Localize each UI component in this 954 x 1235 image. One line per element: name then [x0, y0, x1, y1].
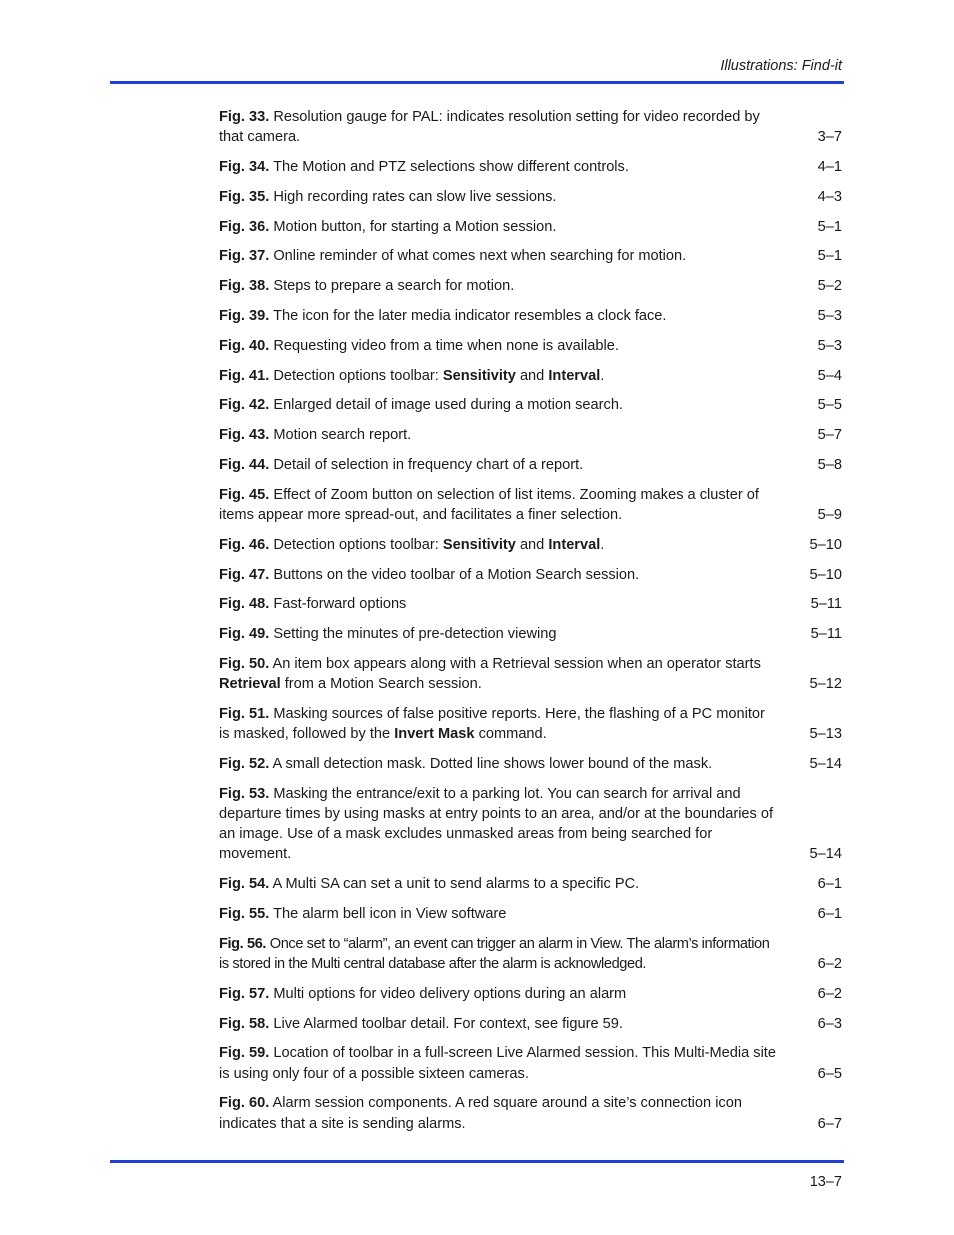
- caption-text: .: [600, 536, 605, 553]
- list-item: [219, 306, 842, 326]
- caption-text: Alarm session components. A red square around a site’s connection icon indicates that a site is sending alarms.: [219, 1095, 742, 1132]
- caption-text: Fast-forward options: [269, 596, 407, 613]
- figure-caption: [219, 187, 779, 207]
- list-item: [219, 1014, 842, 1034]
- caption-term: Interval: [548, 536, 601, 553]
- figure-page-ref: 6–7: [817, 1115, 842, 1132]
- figure-caption: [219, 934, 779, 974]
- figure-caption: [219, 366, 779, 386]
- figure-caption: [219, 157, 779, 177]
- figure-label: Fig. 51.: [219, 705, 270, 722]
- caption-text: from a Motion Search session.: [280, 676, 482, 693]
- caption-text: Setting the minutes of pre-detection viewing: [269, 626, 557, 643]
- caption-text: Buttons on the video toolbar of a Motion Search session.: [269, 566, 640, 583]
- figure-caption: [219, 107, 779, 147]
- caption-text: Steps to prepare a search for motion.: [269, 278, 515, 295]
- figure-caption: [219, 984, 779, 1004]
- figure-caption: [219, 306, 779, 326]
- caption-text: command.: [474, 726, 547, 743]
- figure-label: Fig. 39.: [219, 307, 270, 324]
- figure-page-ref: 5–8: [817, 456, 842, 473]
- figure-label: Fig. 33.: [219, 109, 270, 125]
- caption-text: Masking the entrance/exit to a parking lot. You can search for arrival and departure times by using masks at entry points to an area, and/or at the boundaries of an image. Use of a mask excludes unmasked areas from being searched for movement.: [219, 785, 774, 863]
- list-item: [219, 485, 842, 525]
- list-item: [219, 107, 842, 147]
- figure-caption: [219, 1014, 779, 1034]
- figure-caption: [219, 455, 779, 475]
- figure-caption: [219, 217, 779, 237]
- figure-label: Fig. 49.: [219, 626, 270, 643]
- figure-page-ref: 5–3: [817, 307, 842, 324]
- figure-page-ref: 5–13: [809, 726, 842, 743]
- caption-text: Effect of Zoom button on selection of list items. Zooming makes a cluster of items appear more spread-out, and facilitates a finer selection.: [219, 486, 759, 523]
- figure-caption: [219, 336, 779, 356]
- figure-label: Fig. 52.: [219, 755, 270, 772]
- list-item: [219, 246, 842, 266]
- figure-label: Fig. 56.: [219, 935, 267, 952]
- figure-label: Fig. 41.: [219, 367, 270, 384]
- figure-page-ref: 5–9: [817, 506, 842, 523]
- page-number: 13–7: [809, 1174, 842, 1190]
- figure-page-ref: 5–4: [817, 367, 842, 384]
- footer-rule: [110, 1160, 844, 1163]
- figure-caption: [219, 565, 779, 585]
- caption-text: Motion search report.: [269, 427, 412, 444]
- figure-page-ref: 6–2: [817, 955, 842, 972]
- figure-label: Fig. 55.: [219, 905, 270, 922]
- caption-text: Resolution gauge for PAL: indicates resolution setting for video recorded by that camera.: [219, 109, 760, 146]
- list-item: [219, 336, 842, 356]
- figure-label: Fig. 59.: [219, 1045, 270, 1062]
- figure-caption: [219, 784, 779, 865]
- list-item: [219, 565, 842, 585]
- caption-term: Invert Mask: [394, 726, 475, 743]
- figure-label: Fig. 36.: [219, 218, 270, 235]
- list-item: [219, 1093, 842, 1133]
- figure-label: Fig. 44.: [219, 456, 270, 473]
- caption-text: and: [515, 367, 549, 384]
- caption-text: .: [600, 367, 605, 384]
- caption-text: Location of toolbar in a full-screen Live Alarmed session. This Multi-Media site is using only four of a possible sixteen cameras.: [219, 1045, 776, 1082]
- figure-page-ref: 5–11: [810, 596, 842, 613]
- caption-term: Sensitivity: [442, 536, 516, 553]
- figure-caption: [219, 594, 779, 614]
- caption-text: An item box appears along with a Retrieval session when an operator starts: [269, 655, 761, 672]
- list-item: [219, 187, 842, 207]
- figure-label: Fig. 42.: [219, 397, 270, 414]
- list-item: [219, 535, 842, 555]
- figure-caption: [219, 904, 779, 924]
- list-item: [219, 654, 842, 694]
- figure-caption: [219, 754, 779, 774]
- caption-text: The icon for the later media indicator resembles a clock face.: [269, 307, 667, 324]
- caption-text: A small detection mask. Dotted line shows lower bound of the mask.: [269, 755, 713, 772]
- caption-text: Once set to “alarm”, an event can trigger an alarm in View. The alarm’s information is stored in the Multi central database after the alarm is acknowledged.: [219, 935, 770, 972]
- caption-term: Interval: [548, 367, 601, 384]
- list-item: [219, 784, 842, 865]
- caption-text: Enlarged detail of image used during a motion search.: [269, 397, 623, 414]
- figure-caption: [219, 704, 779, 744]
- figure-page-ref: 3–7: [817, 129, 842, 146]
- caption-text: Detail of selection in frequency chart of a report.: [269, 456, 584, 473]
- list-item: [219, 455, 842, 475]
- figure-label: Fig. 40.: [219, 337, 270, 354]
- figure-label: Fig. 47.: [219, 566, 270, 583]
- figure-list: [219, 107, 842, 1143]
- list-item: [219, 217, 842, 237]
- list-item: [219, 754, 842, 774]
- figure-label: Fig. 43.: [219, 427, 270, 444]
- figure-caption: [219, 874, 779, 894]
- list-item: [219, 157, 842, 177]
- header-rule: [110, 81, 844, 84]
- figure-caption: [219, 535, 779, 555]
- figure-label: Fig. 50.: [219, 655, 270, 672]
- caption-text: Multi options for video delivery options during an alarm: [269, 985, 627, 1002]
- caption-text: The alarm bell icon in View software: [269, 905, 507, 922]
- figure-caption: [219, 395, 779, 415]
- caption-text: and: [515, 536, 549, 553]
- figure-label: Fig. 46.: [219, 536, 270, 553]
- figure-page-ref: 5–1: [817, 248, 842, 265]
- list-item: [219, 904, 842, 924]
- figure-page-ref: 5–2: [817, 278, 842, 295]
- figure-page-ref: 4–3: [817, 188, 842, 205]
- list-item: [219, 425, 842, 445]
- figure-label: Fig. 38.: [219, 278, 270, 295]
- figure-label: Fig. 35.: [219, 188, 270, 205]
- figure-page-ref: 6–2: [817, 985, 842, 1002]
- figure-label: Fig. 57.: [219, 985, 270, 1002]
- figure-page-ref: 5–14: [809, 846, 842, 863]
- list-item: [219, 594, 842, 614]
- figure-page-ref: 5–3: [817, 337, 842, 354]
- figure-label: Fig. 58.: [219, 1015, 270, 1032]
- list-item: [219, 1043, 842, 1083]
- caption-text: A Multi SA can set a unit to send alarms to a specific PC.: [269, 876, 640, 893]
- caption-text: The Motion and PTZ selections show different controls.: [269, 159, 629, 175]
- figure-page-ref: 6–3: [817, 1015, 842, 1032]
- figure-label: Fig. 34.: [219, 159, 270, 175]
- figure-caption: [219, 654, 779, 694]
- figure-page-ref: 5–10: [809, 536, 842, 553]
- figure-caption: [219, 246, 779, 266]
- list-item: [219, 984, 842, 1004]
- figure-page-ref: 6–1: [817, 876, 842, 893]
- figure-label: Fig. 45.: [219, 486, 270, 503]
- caption-text: Detection options toolbar:: [269, 536, 443, 553]
- figure-page-ref: 5–1: [817, 218, 842, 235]
- list-item: [219, 934, 842, 974]
- caption-text: High recording rates can slow live sessions.: [269, 188, 557, 205]
- figure-caption: [219, 485, 779, 525]
- list-item: [219, 276, 842, 296]
- figure-page-ref: 5–7: [817, 427, 842, 444]
- caption-text: Requesting video from a time when none is available.: [269, 337, 619, 354]
- list-item: [219, 704, 842, 744]
- caption-text: Motion button, for starting a Motion session.: [269, 218, 557, 235]
- list-item: [219, 366, 842, 386]
- figure-page-ref: 5–12: [809, 676, 842, 693]
- list-item: [219, 874, 842, 894]
- figure-page-ref: 6–1: [817, 905, 842, 922]
- figure-label: Fig. 53.: [219, 785, 270, 802]
- figure-caption: [219, 425, 779, 445]
- caption-text: Live Alarmed toolbar detail. For context, see figure 59.: [269, 1015, 623, 1032]
- caption-text: Online reminder of what comes next when searching for motion.: [269, 248, 687, 265]
- caption-text: Masking sources of false positive reports. Here, the flashing of a PC monitor is masked, followed by the: [219, 705, 765, 743]
- caption-term: Sensitivity: [442, 367, 516, 384]
- list-item: [219, 624, 842, 644]
- figure-page-ref: 5–5: [817, 397, 842, 414]
- figure-caption: [219, 1043, 779, 1083]
- figure-page-ref: 5–11: [810, 626, 842, 643]
- figure-label: Fig. 37.: [219, 248, 270, 265]
- figure-label: Fig. 60.: [219, 1095, 270, 1112]
- header-title: Illustrations: Find-it: [720, 58, 842, 74]
- figure-caption: [219, 1093, 779, 1133]
- figure-page-ref: 4–1: [817, 159, 842, 175]
- list-item: [219, 395, 842, 415]
- figure-label: Fig. 54.: [219, 876, 270, 893]
- figure-caption: [219, 624, 779, 644]
- figure-page-ref: 5–10: [809, 566, 842, 583]
- figure-label: Fig. 48.: [219, 596, 270, 613]
- caption-term: Retrieval: [219, 676, 281, 693]
- figure-caption: [219, 276, 779, 296]
- caption-text: Detection options toolbar:: [269, 367, 443, 384]
- figure-page-ref: 5–14: [809, 755, 842, 772]
- figure-page-ref: 6–5: [817, 1065, 842, 1082]
